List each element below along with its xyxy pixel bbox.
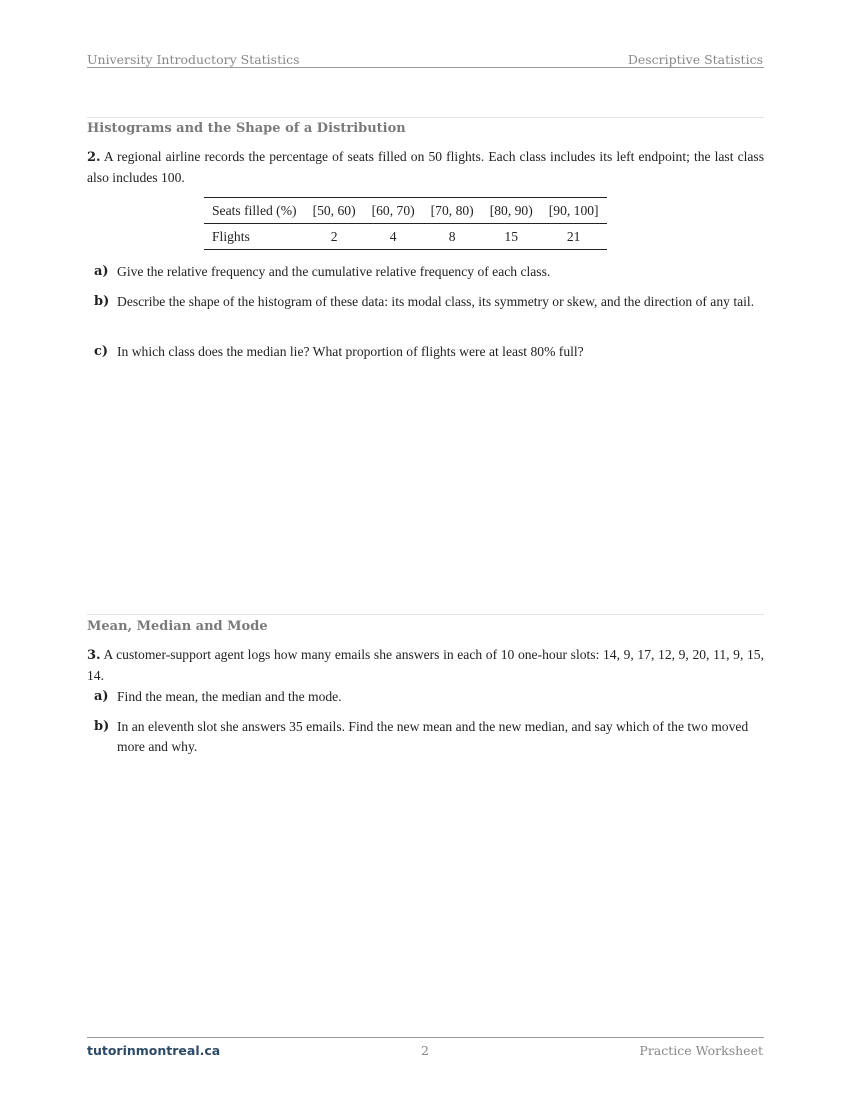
- table-cell: [90, 100]: [541, 198, 607, 224]
- part-label: b): [94, 294, 110, 309]
- table-row: [204, 224, 607, 250]
- problem-text: A regional airline records the percentage of seats filled on 50 flights. Each class includes its left endpoint; the last class also includes 100.: [87, 149, 764, 185]
- list-item: [87, 717, 764, 756]
- table-cell: [80, 90): [482, 198, 541, 224]
- table-cell: 2: [305, 224, 364, 250]
- part-label: a): [94, 264, 109, 279]
- running-header-right: Descriptive Statistics: [627, 52, 763, 67]
- part-text: In which class does the median lie? What proportion of flights were at least 80% full?: [117, 344, 584, 359]
- problem-statement: [87, 147, 764, 187]
- table-cell: 8: [423, 224, 482, 250]
- problem-number: 2.: [87, 150, 101, 165]
- part-label: c): [94, 344, 109, 359]
- footer-rule: [87, 1037, 764, 1038]
- list-item: [87, 262, 764, 282]
- table-cell: 15: [482, 224, 541, 250]
- problem-number: 3.: [87, 648, 101, 663]
- list-item: [87, 687, 764, 707]
- table-cell: [50, 60): [305, 198, 364, 224]
- table-row: [204, 198, 607, 224]
- problem-statement: [87, 645, 764, 685]
- section-divider: [87, 117, 764, 118]
- part-text: Give the relative frequency and the cumulative relative frequency of each class.: [117, 264, 551, 279]
- problem-text: A customer-support agent logs how many emails she answers in each of 10 one-hour slots: 14, 9, 17, 12, 9, 20, 11, 9, 15, 14.: [87, 647, 764, 683]
- footer-document-label: Practice Worksheet: [639, 1043, 763, 1058]
- part-label: a): [94, 689, 109, 704]
- footer-site-link[interactable]: tutorinmontreal.ca: [87, 1043, 221, 1058]
- table-cell: 4: [364, 224, 423, 250]
- part-label: b): [94, 719, 110, 734]
- section-title: Histograms and the Shape of a Distribution: [87, 121, 406, 136]
- table-cell: 21: [541, 224, 607, 250]
- header-rule: [87, 67, 764, 68]
- list-item: [87, 342, 764, 362]
- part-text: Find the mean, the median and the mode.: [117, 689, 342, 704]
- list-item: [87, 292, 764, 312]
- page-number: 2: [421, 1043, 429, 1058]
- part-text: In an eleventh slot she answers 35 emails. Find the new mean and the new median, and say which of the two moved more and why.: [117, 719, 749, 754]
- section-divider: [87, 614, 764, 615]
- frequency-table: [204, 197, 607, 250]
- section-title: Mean, Median and Mode: [87, 619, 268, 634]
- running-header-left: University Introductory Statistics: [87, 52, 300, 67]
- table-row-header: Flights: [204, 224, 305, 250]
- table-cell: [60, 70): [364, 198, 423, 224]
- table-cell: [70, 80): [423, 198, 482, 224]
- table-row-header: Seats filled (%): [204, 198, 305, 224]
- part-text: Describe the shape of the histogram of these data: its modal class, its symmetry or skew, and the direction of any tail.: [117, 294, 755, 309]
